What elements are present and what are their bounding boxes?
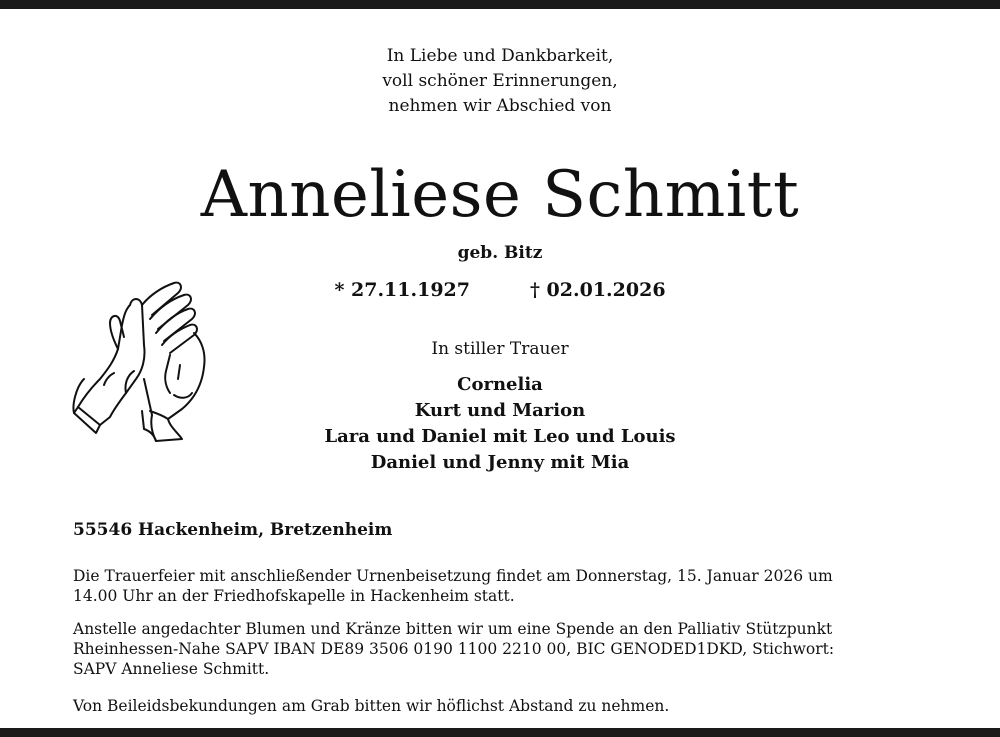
paragraph-line: Die Trauerfeier mit anschließender Urnenbeisetzung findet am Donnerstag, 15. Januar 2026 um (73, 567, 833, 585)
paragraph-line: Von Beileidsbekundungen am Grab bitten wir höflichst Abstand zu nehmen. (73, 697, 670, 715)
family-member: Lara und Daniel mit Leo und Louis (324, 426, 676, 447)
intro-line: voll schöner Erinnerungen, (382, 71, 618, 91)
paragraph-line: SAPV Anneliese Schmitt. (73, 660, 270, 678)
family-member: Cornelia (457, 374, 543, 395)
family-list (0, 372, 1000, 476)
paragraph-line: 14.00 Uhr an der Friedhofskapelle in Hackenheim statt. (73, 587, 515, 605)
family-member: Daniel und Jenny mit Mia (370, 452, 630, 473)
deceased-name: Anneliese Schmitt (200, 158, 800, 232)
mourning-intro: In stiller Trauer (431, 339, 569, 359)
maiden-name: geb. Bitz (457, 243, 543, 263)
intro-line: nehmen wir Abschied von (388, 96, 612, 116)
paragraph-line: Anstelle angedachter Blumen und Kränze bitten wir um eine Spende an den Palliativ Stützpunkt (73, 620, 833, 638)
place-line: 55546 Hackenheim, Bretzenheim (73, 520, 393, 540)
death-date: † 02.01.2026 (530, 279, 666, 301)
condolence-paragraph (73, 696, 943, 716)
family-member: Kurt und Marion (414, 400, 586, 421)
birth-date: * 27.11.1927 (334, 279, 470, 301)
donation-paragraph (73, 619, 943, 679)
intro-line: In Liebe und Dankbarkeit, (386, 46, 614, 66)
ceremony-paragraph (73, 566, 943, 606)
paragraph-line: Rheinhessen-Nahe SAPV IBAN DE89 3506 0190 1100 2210 00, BIC GENODED1DKD, Stichwort: (73, 640, 835, 658)
intro-text (0, 44, 1000, 119)
